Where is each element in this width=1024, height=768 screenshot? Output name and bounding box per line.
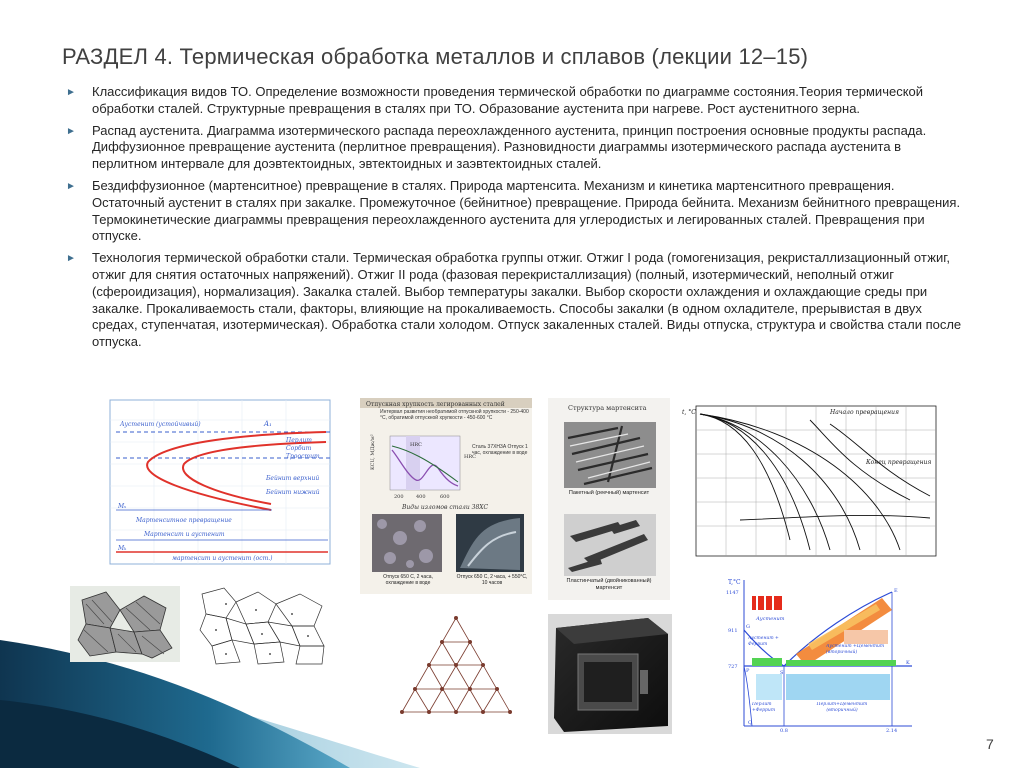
fec-t1147: 1147 — [726, 590, 739, 596]
ttt-diagram-figure — [96, 398, 336, 574]
bullet-arrow-icon: ► — [66, 87, 76, 98]
grain-outline — [196, 584, 330, 666]
fec-letter-e: E — [894, 588, 898, 594]
ttt-diagram — [96, 398, 336, 574]
tempering-brittleness-figure — [360, 398, 532, 594]
martensite-header: Структура мартенсита — [568, 404, 647, 412]
fec-perlite-cementite: Перлит+Цементит (вторичный) — [816, 702, 868, 713]
label-bainite-upper: Бейнит верхний — [266, 475, 320, 482]
fec-letter-k: K — [906, 660, 910, 666]
cct-diagram — [680, 400, 940, 564]
fec-austenite-cementite: Аустенит +Цементит (вторичный) — [826, 644, 885, 655]
fec-perlite-ferrite: Перлит +Феррит — [752, 702, 776, 713]
grain-structure-figure — [70, 586, 180, 662]
label-a1: A₁ — [264, 420, 272, 428]
grain-structure — [70, 586, 180, 662]
cct-end-label: Конец превращения — [866, 459, 932, 466]
bullet-text: Классификация видов ТО. Определение возможности проведения термической обработки по диаграмме состояния.Теория термической обработки сталей. Структурные превращения в сталях при ТО. Образование аустенита при нагреве. Рост аустенитного зерна. — [92, 84, 924, 116]
fe-c-diagram-figure — [726, 574, 916, 734]
fec-c08: 0.8 — [780, 728, 788, 734]
label-perlite: Перлит — [286, 437, 312, 444]
martensite-caption-packet: Пакетный (реечный) мартенсит — [568, 490, 650, 496]
tempering-steel: Сталь 37ХН3А Отпуск 1 час, охлаждение в воде — [472, 444, 528, 456]
fe-c-diagram — [726, 574, 916, 734]
tempering-kcu-axis: KCU, МДж/м² — [370, 434, 376, 470]
tempering-x1: 200 — [394, 494, 404, 500]
label-sorbite: Сорбит — [286, 445, 312, 452]
cct-tc: t, °C — [682, 409, 696, 416]
bullet-item — [66, 178, 966, 245]
cct-start-label: Начало превращения — [830, 409, 899, 416]
tempering-fracture-title: Виды изломов стали 38ХС — [402, 504, 489, 511]
tempering-panel — [360, 398, 532, 594]
bullet-text: Бездиффузионное (мартенситное) превращение в сталях. Природа мартенсита. Механизм и кинетика мартенситного превращения. Остаточный аустенит в сталях при закалке. Промежуточное (бейнитное) превращение. Природа бейнита. Механизм бейнитного превращения. Термокинетические диаграммы превращения переохлажденного аустенита для углеродистых и легированных сталей. Превращения при отпуске. — [92, 177, 961, 244]
tempering-caption-left: Отпуск 650 С, 2 часа, охлаждение в воде — [383, 574, 433, 586]
fec-t911: 911 — [728, 628, 738, 634]
furnace-photo — [548, 614, 672, 734]
tempering-note: Интервал развития необратимой отпускной хрупкости - 250-400 °С, обратимой отпускной хрупкости - 450-600 °С — [380, 409, 529, 421]
bullet-arrow-icon: ► — [66, 253, 76, 265]
fec-letter-s: S — [780, 670, 784, 676]
bullet-list — [66, 84, 966, 356]
label-austenite-stable: Аустенит (устойчивый) — [120, 421, 201, 428]
fec-tc: T,°C — [728, 579, 741, 586]
bullet-item — [66, 123, 966, 173]
bullet-item — [66, 250, 966, 351]
tempering-header: Отпускная хрупкость легированных сталей — [366, 401, 505, 408]
bullet-arrow-icon: ► — [66, 180, 76, 192]
lattice — [388, 612, 524, 724]
fec-letter-q: Q — [748, 720, 753, 726]
martensite-structure-figure — [548, 398, 670, 600]
bullet-text: Распад аустенита. Диаграмма изотермического распада переохлажденного аустенита, принцип построения основные продукты распада. Диффузионное превращение аустенита (перлитное превращения). Разновидности диаграммы изотермического распада аустенита в перлитном интервале для доэвтектоидных, эвтектоидных и заэвтектоидных сталей. — [92, 122, 927, 172]
label-martensite-residual: мартенсит и аустенит (ост.) — [172, 555, 273, 562]
slide-number: 7 — [986, 736, 994, 752]
tempering-x3: 600 — [440, 494, 450, 500]
tempering-caption-right: Отпуск 650 С, 2 часа, + 550°С, 10 часов — [456, 574, 528, 586]
tempering-x2: 400 — [416, 494, 426, 500]
fec-letter-p: P — [746, 668, 750, 674]
tempering-hrc-inner: HRC — [410, 442, 422, 448]
label-troostite: Троостит — [286, 453, 320, 460]
fec-c214: 2.14 — [886, 728, 898, 734]
bullet-item — [66, 84, 966, 118]
bullet-text: Технология термической обработки стали. Термическая обработка группы отжиг. Отжиг I рода (гомогенизация, рекристаллизационный отжиг, отжиг для снятия остаточных напряжений). Отжиг II рода (фазовая перекристаллизация) (полный, изотермический, неполный отжиг (сфероидизация), нормализация). Закалка сталей. Выбор температуры закалки. Выбор скорости охлаждения и охлаждающие среды при закалке. Прокаливаемость стали, факторы, влияющие на прокаливаемость. Способы закалки (в одном охладителе, прерывистая в двух средах, ступенчатая, изотермическая). Обработка стали холодом. Отпуск закаленных сталей. Виды отпуска, структура и свойства стали после отпуска. — [92, 250, 962, 350]
fec-austenite: Аустенит — [756, 616, 785, 622]
fec-austenite-ferrite: Аустенит + Феррит — [748, 636, 779, 647]
furnace-figure — [548, 614, 672, 734]
fec-t727: 727 — [728, 664, 738, 670]
bullet-arrow-icon: ► — [66, 125, 76, 137]
label-bainite-lower: Бейнит нижний — [266, 489, 320, 496]
label-martensite-austenite: Мартенсит и аустенит — [144, 531, 225, 538]
lattice-figure — [388, 612, 524, 724]
cct-diagram-figure — [680, 400, 940, 564]
tempering-hrc-axis: HRC — [464, 454, 476, 460]
grain-outline-figure — [196, 584, 330, 666]
martensite-panel — [548, 398, 670, 600]
martensite-caption-plate: Пластинчатый (двойникованный) мартенсит — [566, 578, 652, 591]
slide-title: РАЗДЕЛ 4. Термическая обработка металлов и сплавов (лекции 12–15) — [62, 44, 809, 69]
label-martensite-transform: Мартенситное превращение — [136, 517, 232, 524]
label-ms: Mₛ — [118, 503, 127, 510]
fec-letter-g: G — [746, 624, 750, 630]
label-mf: Mₖ — [118, 545, 127, 552]
